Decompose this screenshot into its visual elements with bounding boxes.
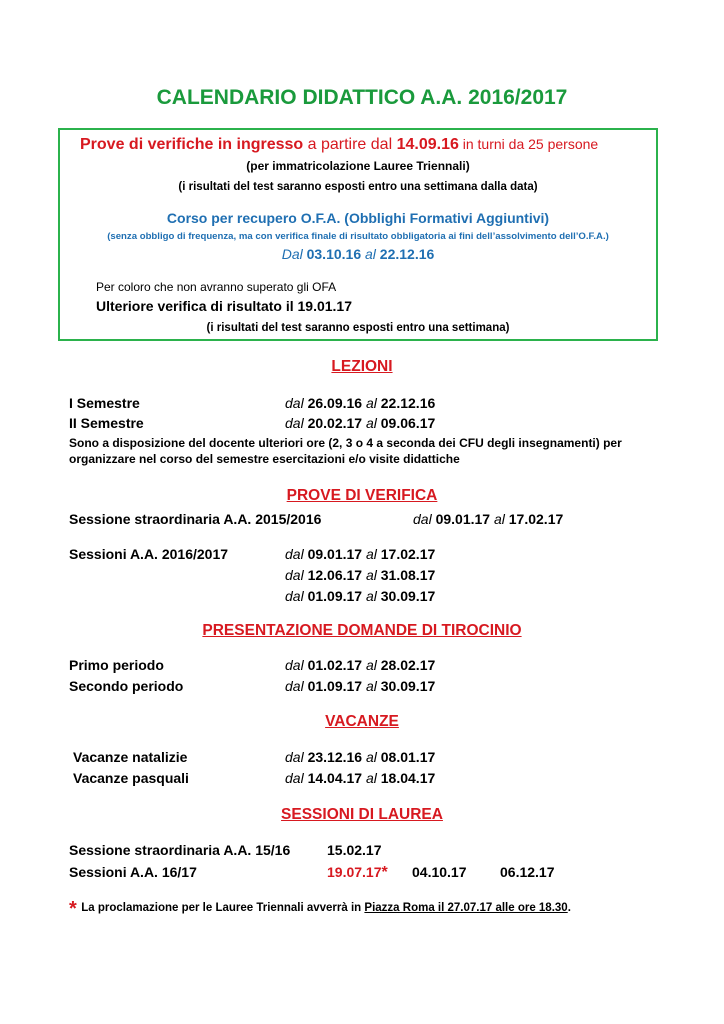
lezioni-row-label: I Semestre: [69, 395, 140, 411]
ofa-note3: (i risultati del test saranno esposti entro una settimana): [206, 322, 510, 334]
lezioni-note-line1: Sono a disposizione del docente ulteriori ore (2, 3 o 4 a seconda dei CFU degli insegnamenti) per: [69, 436, 622, 450]
prove-sessione-dates: dal 09.01.17 al 17.02.17: [285, 546, 436, 562]
lezioni-row-dates: dal 20.02.17 al 09.06.17: [285, 415, 436, 431]
vacanze-row-label: Vacanze pasquali: [73, 770, 189, 786]
ofa-dates: Dal 03.10.16 al 22.12.16: [281, 246, 435, 262]
ingresso-date: 14.09.16: [396, 136, 459, 153]
ofa-verify: Ulteriore verifica di risultato il 19.01.17: [96, 298, 352, 314]
ingresso-note1: (per immatricolazione Lauree Triennali): [246, 159, 470, 173]
prove-straordinaria-dates: dal 09.01.17 al 17.02.17: [413, 511, 564, 527]
prove-sessione-dates: dal 12.06.17 al 31.08.17: [285, 567, 436, 583]
tirocinio-row-label: Secondo periodo: [69, 678, 184, 694]
laurea-date-3: 06.12.17: [500, 864, 555, 880]
laurea-straordinaria-label: Sessione straordinaria A.A. 15/16: [69, 842, 291, 858]
lezioni-row-label: II Semestre: [69, 415, 144, 431]
vacanze-heading: VACANZE: [325, 713, 399, 730]
prove-heading: PROVE DI VERIFICA: [286, 487, 438, 504]
laurea-footnote: * La proclamazione per le Lauree Triennali avverrà in Piazza Roma il 27.07.17 alle ore 18.30.: [69, 898, 571, 920]
lezioni-heading: LEZIONI: [331, 358, 393, 375]
vacanze-row-dates: dal 14.04.17 al 18.04.17: [285, 770, 436, 786]
ofa-heading: Corso per recupero O.F.A. (Obblighi Formativi Aggiuntivi): [166, 210, 550, 226]
prove-sessioni-label: Sessioni A.A. 2016/2017: [69, 546, 229, 562]
ingresso-line: [80, 136, 598, 154]
ofa-intro: Per coloro che non avranno superato gli OFA: [96, 280, 337, 294]
laurea-sessioni-label: Sessioni A.A. 16/17: [69, 864, 197, 880]
lezioni-note-line2: organizzare nel corso del semestre esercitazioni e/o visite didattiche: [69, 452, 460, 466]
tirocinio-row-label: Primo periodo: [69, 657, 164, 673]
laurea-heading: SESSIONI DI LAUREA: [281, 806, 443, 823]
ingresso-note2: (i risultati del test saranno esposti entro una settimana dalla data): [178, 181, 538, 193]
vacanze-row-label: Vacanze natalizie: [73, 749, 188, 765]
tirocinio-heading: PRESENTAZIONE DOMANDE DI TIROCINIO: [202, 622, 522, 639]
ofa-note: (senza obbligo di frequenza, ma con verifica finale di risultato obbligatoria ai fini dell’assolvimento dell’O.F.A.): [107, 231, 609, 242]
tirocinio-row-dates: dal 01.09.17 al 30.09.17: [285, 678, 436, 694]
ingresso-tail: in turni da 25 persone: [458, 136, 599, 152]
tirocinio-row-dates: dal 01.02.17 al 28.02.17: [285, 657, 436, 673]
lezioni-row-dates: dal 26.09.16 al 22.12.16: [285, 395, 436, 411]
ingresso-lead: Prove di verifiche in ingresso: [80, 136, 304, 153]
ingresso-mid: a partire dal: [303, 136, 397, 153]
footnote-asterisk: *: [69, 898, 77, 920]
laurea-date-1: 19.07.17*: [327, 864, 388, 881]
asterisk-mark: *: [381, 864, 388, 881]
footnote-place: Piazza Roma il 27.07.17 alle ore 18.30: [364, 902, 568, 914]
laurea-date-2: 04.10.17: [412, 864, 467, 880]
prove-sessione-dates: dal 01.09.17 al 30.09.17: [285, 588, 436, 604]
laurea-straordinaria-date: 15.02.17: [327, 842, 382, 858]
prove-straordinaria-label: Sessione straordinaria A.A. 2015/2016: [69, 511, 322, 527]
page-title: CALENDARIO DIDATTICO A.A. 2016/2017: [156, 86, 568, 109]
vacanze-row-dates: dal 23.12.16 al 08.01.17: [285, 749, 436, 765]
